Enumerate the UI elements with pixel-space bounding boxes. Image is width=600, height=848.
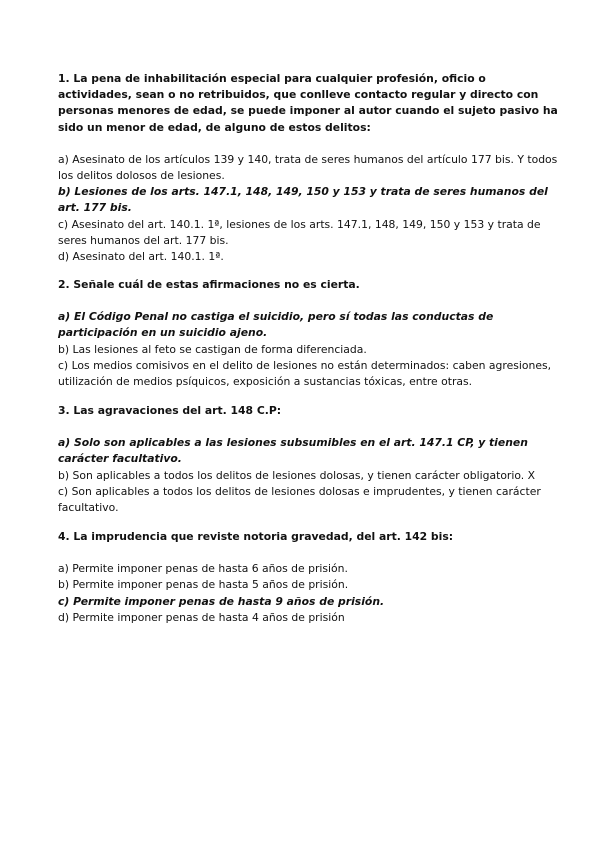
option-c-correct: c) Permite imponer penas de hasta 9 años de prisión. [58,594,385,608]
question-4 [58,529,558,626]
option-b: b) Las lesiones al feto se castigan de forma diferenciada. [58,342,367,356]
option-d: d) Asesinato del art. 140.1. 1ª. [58,250,224,264]
option-c: c) Son aplicables a todos los delitos de lesiones dolosas e imprudentes, y tienen carácter facultativo. [58,484,541,515]
option-b-correct: b) Lesiones de los arts. 147.1, 148, 149, 150 y 153 y trata de seres humanos del art. 177 bis. [58,185,548,215]
option-b: b) Permite imponer penas de hasta 5 años de prisión. [58,578,349,592]
question-3 [58,403,558,516]
question-stem: 4. La imprudencia que reviste notoria gravedad, del art. 142 bis: [58,530,454,543]
option-a: a) Permite imponer penas de hasta 6 años de prisión. [58,562,348,576]
option-c: c) Asesinato del art. 140.1. 1ª, lesiones de los arts. 147.1, 148, 149, 150 y 153 y trata de seres humanos del art. 177 bis. [58,217,541,247]
question-2 [58,277,558,390]
option-d: d) Permite imponer penas de hasta 4 años de prisión [58,610,345,624]
option-a: a) Asesinato de los artículos 139 y 140, trata de seres humanos del artículo 177 bis. Y todos los delitos dolosos de lesiones. [58,152,558,183]
question-1 [58,71,558,265]
option-c: c) Los medios comisivos en el delito de lesiones no están determinados: caben agresiones, utilización de medios psíquicos, exposición a sustancias tóxicas, entre otras. [58,358,552,389]
option-a-correct: a) El Código Penal no castiga el suicidio, pero sí todas las conductas de participación en un suicidio ajeno. [58,310,494,340]
option-b: b) Son aplicables a todos los delitos de lesiones dolosas, y tienen carácter obligatorio. X [58,468,536,482]
question-stem: 1. La pena de inhabilitación especial para cualquier profesión, oficio o actividades, sean o no retribuidos, que conlleve contacto regular y directo con personas menores de edad, se puede imponer al autor cuando el sujeto pasivo ha sido un menor de edad, de alguno de estos delitos: [58,72,558,134]
option-a-correct: a) Solo son aplicables a las lesiones subsumibles en el art. 147.1 CP, y tienen carácter facultativo. [58,436,528,466]
question-stem: 2. Señale cuál de estas afirmaciones no es cierta. [58,278,360,291]
question-stem: 3. Las agravaciones del art. 148 C.P: [58,404,282,417]
